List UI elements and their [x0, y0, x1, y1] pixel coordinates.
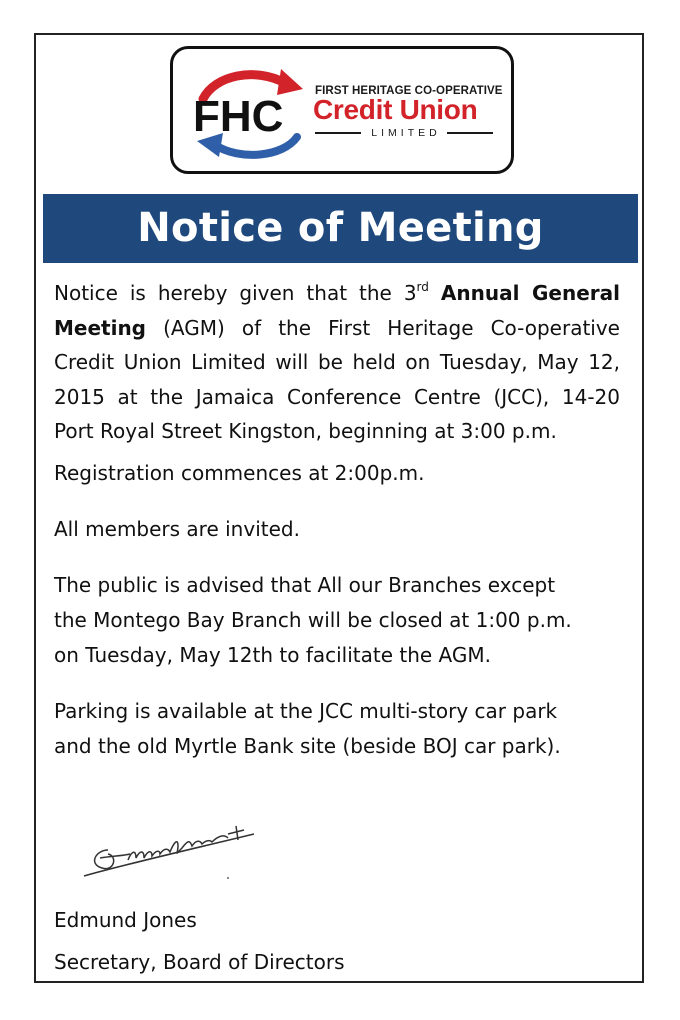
logo-org-main: Credit Union [313, 94, 478, 125]
closure-paragraph [54, 568, 620, 673]
ordinal-suffix: rd [416, 280, 429, 294]
notice-title: Notice of Meeting [137, 205, 544, 251]
closure-line-3: on Tuesday, May 12th to facilitate the AGM. [54, 642, 492, 667]
intro-text-1: Notice is hereby given that the 3 [54, 281, 417, 305]
logo-letters: FHC [193, 92, 284, 141]
closure-line-1: The public is advised that All our Branches except [54, 572, 556, 597]
parking-line-1: Parking is available at the JCC multi-story car park [54, 698, 558, 723]
closure-line-2: the Montego Bay Branch will be closed at 1:00 p.m. [54, 607, 572, 632]
fhc-logo [170, 46, 514, 174]
logo-org-suffix: LIMITED [371, 127, 441, 139]
registration-text: Registration commences at 2:00p.m. [54, 460, 425, 485]
invited-text: All members are invited. [54, 516, 300, 541]
logo-rule-left [315, 132, 361, 134]
parking-paragraph [54, 694, 620, 764]
notice-title-banner [43, 194, 638, 263]
agm-bold-text: Annual General Meeting [54, 281, 620, 340]
intro-text-2: (AGM) of the First Heritage Co-operative Credit Union Limited will be held on Tuesday, May 12, 2015 at the Jamaica Conference Centre (JCC), 14-20 Port Royal Street Kingston, beginning at 3:00 p.m. [54, 315, 620, 443]
fhc-logo-mark [185, 61, 315, 161]
logo-org-top: FIRST HERITAGE CO-OPERATIVE [315, 85, 503, 97]
signatory-name: Edmund Jones [54, 908, 197, 932]
logo-rule-right [447, 132, 493, 134]
signatory-title: Secretary, Board of Directors [54, 950, 345, 974]
signature-image [78, 820, 268, 884]
parking-line-2: and the old Myrtle Bank site (beside BOJ car park). [54, 733, 561, 758]
intro-paragraph [54, 276, 620, 449]
notice-body [54, 276, 620, 764]
logo-org-suffix-row [315, 127, 493, 139]
